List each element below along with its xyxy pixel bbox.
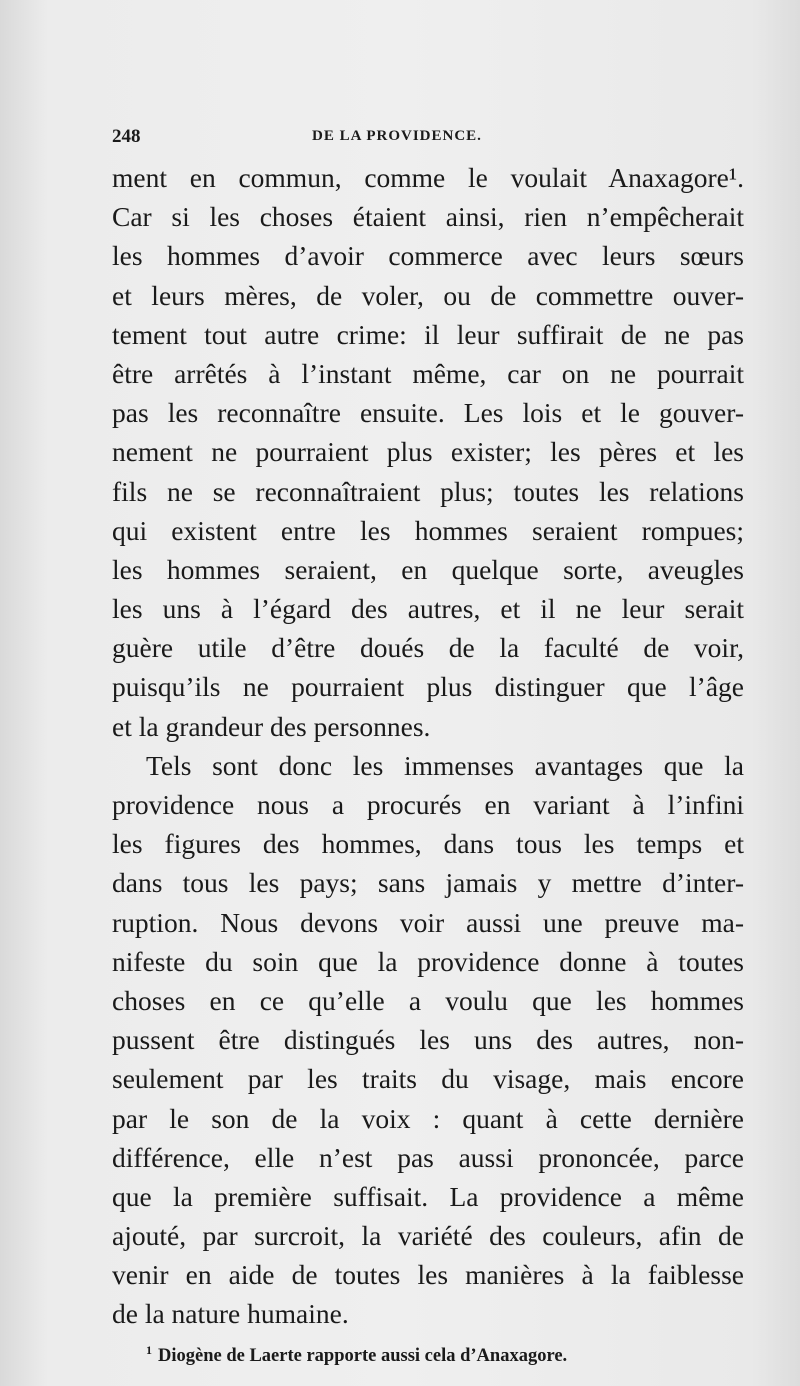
text-line: les hommes seraient, en quelque sorte, aveugles [112, 553, 744, 585]
text-line: que la première suffisait. La providence a même [112, 1180, 744, 1212]
text-line: pas les reconnaître ensuite. Les lois et le gouver- [112, 397, 744, 429]
text-line: les figures des hommes, dans tous les temps et [112, 828, 744, 860]
text-line: nifeste du soin que la providence donne à toutes [112, 945, 744, 977]
footnote-marker: 1 [146, 1343, 152, 1357]
text-line: par le son de la voix : quant à cette dernière [112, 1102, 744, 1134]
footnote [146, 1343, 567, 1367]
text-line: puisqu’ils ne pourraient plus distinguer que l’âge [112, 671, 744, 703]
page-number: 248 [112, 126, 141, 147]
text-line: et la grandeur des personnes. [112, 710, 431, 742]
text-line: venir en aide de toutes les manières à la faiblesse [112, 1259, 744, 1291]
text-line: ment en commun, comme le voulait Anaxagore¹. [112, 162, 744, 193]
text-line: qui existent entre les hommes seraient rompues; [112, 514, 744, 546]
text-line: ajouté, par surcroit, la variété des couleurs, afin de [112, 1220, 744, 1252]
text-line: seulement par les traits du visage, mais encore [112, 1063, 744, 1095]
text-line: fils ne se reconnaîtraient plus; toutes les relations [112, 475, 744, 507]
text-line: Tels sont donc les immenses avantages que la [146, 749, 744, 781]
text-line: Car si les choses étaient ainsi, rien n’empêcherait [112, 201, 744, 233]
running-title: DE LA PROVIDENCE. [312, 128, 482, 144]
text-line: guère utile d’être doués de la faculté de voir, [112, 632, 744, 664]
paragraph [112, 158, 744, 746]
footnote-text: Diogène de Laerte rapporte aussi cela d’Anaxagore. [158, 1346, 568, 1367]
text-line: et leurs mères, de voler, ou de commettre ouver- [112, 279, 744, 311]
text-line: les uns à l’égard des autres, et il ne leur serait [112, 593, 744, 625]
text-line: tement tout autre crime: il leur suffirait de ne pas [112, 318, 744, 350]
text-line: dans tous les pays; sans jamais y mettre d’inter- [112, 867, 744, 899]
paragraph [112, 746, 744, 1334]
text-line: être arrêtés à l’instant même, car on ne pourrait [112, 357, 744, 389]
text-line: providence nous a procurés en variant à l’infini [112, 789, 744, 820]
text-line: les hommes d’avoir commerce avec leurs sœurs [112, 240, 744, 272]
text-line: ruption. Nous devons voir aussi une preuve ma- [112, 906, 744, 938]
page-header [112, 126, 742, 156]
text-line: pussent être distingués les uns des autres, non- [112, 1024, 744, 1056]
body-text [112, 158, 744, 1334]
text-line: différence, elle n’est pas aussi prononcée, parce [112, 1141, 744, 1173]
text-line: choses en ce qu’elle a voulu que les hommes [112, 984, 744, 1016]
text-line: nement ne pourraient plus exister; les pères et les [112, 436, 744, 468]
text-line: de la nature humaine. [112, 1298, 349, 1330]
